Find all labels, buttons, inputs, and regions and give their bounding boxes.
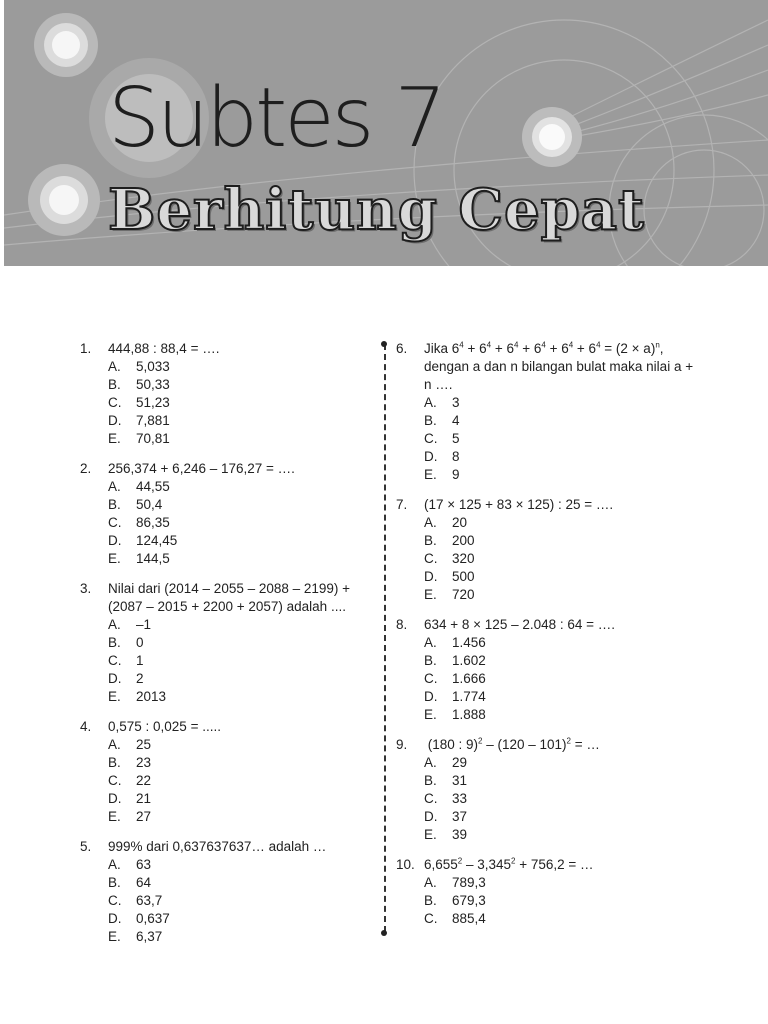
option-letter: C.	[424, 551, 438, 566]
option-letter: E.	[424, 707, 437, 722]
option-letter: B.	[108, 377, 121, 392]
option-value: 124,45	[136, 533, 178, 548]
option-letter: A.	[108, 479, 121, 494]
option-value: 679,3	[452, 893, 486, 908]
option-letter: D.	[424, 809, 438, 824]
option-letter: B.	[108, 875, 121, 890]
option-value: 22	[136, 773, 152, 788]
option-letter: A.	[424, 875, 437, 890]
option-value: 64	[136, 875, 152, 890]
answer-option[interactable]	[80, 688, 370, 706]
option-letter: E.	[108, 809, 121, 824]
option-value: 25	[136, 737, 152, 752]
option-value: 63,7	[136, 893, 163, 908]
option-value: 7,881	[136, 413, 170, 428]
option-value: 2013	[136, 689, 167, 704]
question-text: 444,88 : 88,4 = ….	[108, 341, 220, 356]
option-value: 885,4	[452, 911, 486, 926]
option-letter: A.	[424, 635, 437, 650]
subtest-number: Subtes 7	[108, 71, 444, 166]
option-value: 3	[452, 395, 460, 410]
option-letter: C.	[108, 653, 122, 668]
question-text: Nilai dari (2014 – 2055 – 2088 – 2199) + (2087 – 2015 + 2200 + 2057) adalah ....	[108, 581, 351, 614]
answer-option[interactable]	[80, 376, 370, 394]
option-value: 31	[452, 773, 468, 788]
option-letter: C.	[424, 911, 438, 926]
option-value: 39	[452, 827, 468, 842]
question-text: (17 × 125 + 83 × 125) : 25 = ….	[424, 497, 614, 512]
option-value: 1	[136, 653, 144, 668]
divider-dot-top	[381, 341, 387, 347]
question	[80, 580, 370, 706]
option-value: 0,637	[136, 911, 170, 926]
option-value: 33	[452, 791, 468, 806]
option-letter: C.	[108, 893, 122, 908]
answer-option[interactable]	[396, 790, 696, 808]
option-value: 720	[452, 587, 475, 602]
question-number: 4.	[80, 719, 92, 734]
option-value: 789,3	[452, 875, 486, 890]
option-letter: A.	[108, 857, 121, 872]
question-number: 6.	[396, 341, 408, 356]
answer-option[interactable]	[80, 616, 370, 634]
option-letter: C.	[108, 515, 122, 530]
question-text: 999% dari 0,637637637… adalah …	[108, 839, 327, 854]
answer-option[interactable]	[80, 532, 370, 550]
answer-option[interactable]	[80, 670, 370, 688]
answer-option[interactable]	[396, 652, 696, 670]
option-letter: D.	[108, 533, 122, 548]
option-letter: E.	[108, 689, 121, 704]
answer-option[interactable]	[396, 634, 696, 652]
answer-option[interactable]	[80, 910, 370, 928]
option-letter: B.	[424, 893, 437, 908]
option-value: 23	[136, 755, 152, 770]
answer-option[interactable]	[80, 772, 370, 790]
answer-option[interactable]	[80, 430, 370, 448]
option-value: 51,23	[136, 395, 170, 410]
option-value: 0	[136, 635, 144, 650]
answer-option[interactable]	[80, 856, 370, 874]
option-letter: C.	[424, 791, 438, 806]
answer-option[interactable]	[80, 634, 370, 652]
option-letter: C.	[108, 773, 122, 788]
option-letter: D.	[424, 689, 438, 704]
option-value: 320	[452, 551, 475, 566]
questions-left-column	[80, 340, 370, 958]
option-letter: C.	[108, 395, 122, 410]
option-letter: E.	[424, 467, 437, 482]
option-value: 9	[452, 467, 460, 482]
option-value: 20	[452, 515, 468, 530]
option-value: 29	[452, 755, 468, 770]
option-letter: A.	[108, 617, 121, 632]
question	[80, 340, 370, 448]
answer-option[interactable]	[80, 892, 370, 910]
section-title: Berhitung Cepat	[108, 177, 645, 243]
option-letter: E.	[108, 551, 121, 566]
option-value: 200	[452, 533, 475, 548]
answer-option[interactable]	[80, 550, 370, 568]
question-number: 2.	[80, 461, 92, 476]
question	[396, 496, 696, 604]
answer-option[interactable]	[80, 394, 370, 412]
option-letter: E.	[424, 827, 437, 842]
question-number: 3.	[80, 581, 92, 596]
column-divider	[384, 344, 386, 932]
answer-option[interactable]	[396, 910, 696, 928]
question	[396, 616, 696, 724]
question-number: 9.	[396, 737, 408, 752]
option-letter: A.	[108, 737, 121, 752]
option-value: 5,033	[136, 359, 170, 374]
option-value: 21	[136, 791, 152, 806]
option-letter: C.	[424, 431, 438, 446]
question	[396, 736, 696, 844]
option-letter: B.	[424, 533, 437, 548]
answer-option[interactable]	[80, 412, 370, 430]
answer-option[interactable]	[80, 496, 370, 514]
answer-option[interactable]	[396, 874, 696, 892]
option-letter: E.	[424, 587, 437, 602]
option-letter: B.	[108, 635, 121, 650]
answer-option[interactable]	[396, 568, 696, 586]
answer-option[interactable]	[396, 430, 696, 448]
option-value: –1	[136, 617, 152, 632]
option-value: 1.666	[452, 671, 486, 686]
answer-option[interactable]	[396, 448, 696, 466]
option-value: 500	[452, 569, 475, 584]
answer-option[interactable]	[80, 652, 370, 670]
answer-option[interactable]	[80, 358, 370, 376]
option-value: 50,4	[136, 497, 163, 512]
answer-option[interactable]	[396, 772, 696, 790]
option-letter: B.	[424, 773, 437, 788]
answer-option[interactable]	[80, 754, 370, 772]
option-value: 1.888	[452, 707, 486, 722]
answer-option[interactable]	[396, 670, 696, 688]
question-text: (180 : 9)$^2$ – (120 – 101)$^2$ = …	[424, 736, 600, 752]
option-letter: B.	[424, 413, 437, 428]
option-letter: B.	[108, 497, 121, 512]
header-banner	[4, 0, 768, 266]
answer-option[interactable]	[80, 790, 370, 808]
option-letter: A.	[424, 395, 437, 410]
divider-dot-bottom	[381, 930, 387, 936]
answer-option[interactable]	[396, 808, 696, 826]
answer-option[interactable]	[396, 412, 696, 430]
option-value: 86,35	[136, 515, 170, 530]
option-letter: D.	[108, 911, 122, 926]
answer-option[interactable]	[396, 466, 696, 484]
answer-option[interactable]	[396, 826, 696, 844]
option-value: 6,37	[136, 929, 163, 944]
question	[396, 340, 696, 484]
option-value: 4	[452, 413, 460, 428]
option-letter: D.	[424, 449, 438, 464]
option-letter: D.	[108, 413, 122, 428]
question-text: 256,374 + 6,246 – 176,27 = ….	[108, 461, 295, 476]
option-letter: D.	[108, 791, 122, 806]
answer-option[interactable]	[80, 808, 370, 826]
option-letter: A.	[424, 755, 437, 770]
question-number: 7.	[396, 497, 408, 512]
option-value: 63	[136, 857, 152, 872]
question-number: 10.	[396, 857, 415, 872]
option-letter: E.	[108, 929, 121, 944]
answer-option[interactable]	[396, 892, 696, 910]
answer-option[interactable]	[396, 688, 696, 706]
option-value: 8	[452, 449, 460, 464]
option-letter: B.	[424, 653, 437, 668]
question-number: 5.	[80, 839, 92, 854]
option-value: 27	[136, 809, 152, 824]
question-text: Jika $6^4 + 6^4 + 6^4 + 6^4 + 6^4 + 6^4 = (2 \times a)^n$, dengan a dan n bilangan bulat maka nilai a + n ….	[424, 340, 694, 392]
questions-right-column	[396, 340, 696, 940]
question-text: $6,655^2 - 3,345^2 + 756,2$ = …	[424, 856, 594, 872]
option-value: 44,55	[136, 479, 170, 494]
question	[80, 838, 370, 946]
question-text: 0,575 : 0,025 = .....	[108, 719, 221, 734]
question	[80, 718, 370, 826]
option-value: 1.774	[452, 689, 486, 704]
option-letter: E.	[108, 431, 121, 446]
option-letter: A.	[108, 359, 121, 374]
answer-option[interactable]	[80, 736, 370, 754]
answer-option[interactable]	[396, 514, 696, 532]
question	[396, 856, 696, 928]
option-letter: A.	[424, 515, 437, 530]
question-text: 634 + 8 × 125 – 2.048 : 64 = ….	[424, 617, 616, 632]
question-number: 8.	[396, 617, 408, 632]
answer-option[interactable]	[396, 754, 696, 772]
option-letter: B.	[108, 755, 121, 770]
answer-option[interactable]	[80, 928, 370, 946]
option-value: 70,81	[136, 431, 170, 446]
answer-option[interactable]	[396, 550, 696, 568]
question-number: 1.	[80, 341, 92, 356]
answer-option[interactable]	[396, 532, 696, 550]
answer-option[interactable]	[80, 478, 370, 496]
option-letter: C.	[424, 671, 438, 686]
answer-option[interactable]	[396, 394, 696, 412]
answer-option[interactable]	[396, 586, 696, 604]
option-value: 5	[452, 431, 460, 446]
question	[80, 460, 370, 568]
option-value: 1.602	[452, 653, 486, 668]
option-letter: D.	[108, 671, 122, 686]
answer-option[interactable]	[80, 874, 370, 892]
answer-option[interactable]	[396, 706, 696, 724]
option-letter: D.	[424, 569, 438, 584]
option-value: 2	[136, 671, 144, 686]
option-value: 144,5	[136, 551, 170, 566]
option-value: 1.456	[452, 635, 486, 650]
option-value: 37	[452, 809, 468, 824]
option-value: 50,33	[136, 377, 170, 392]
answer-option[interactable]	[80, 514, 370, 532]
